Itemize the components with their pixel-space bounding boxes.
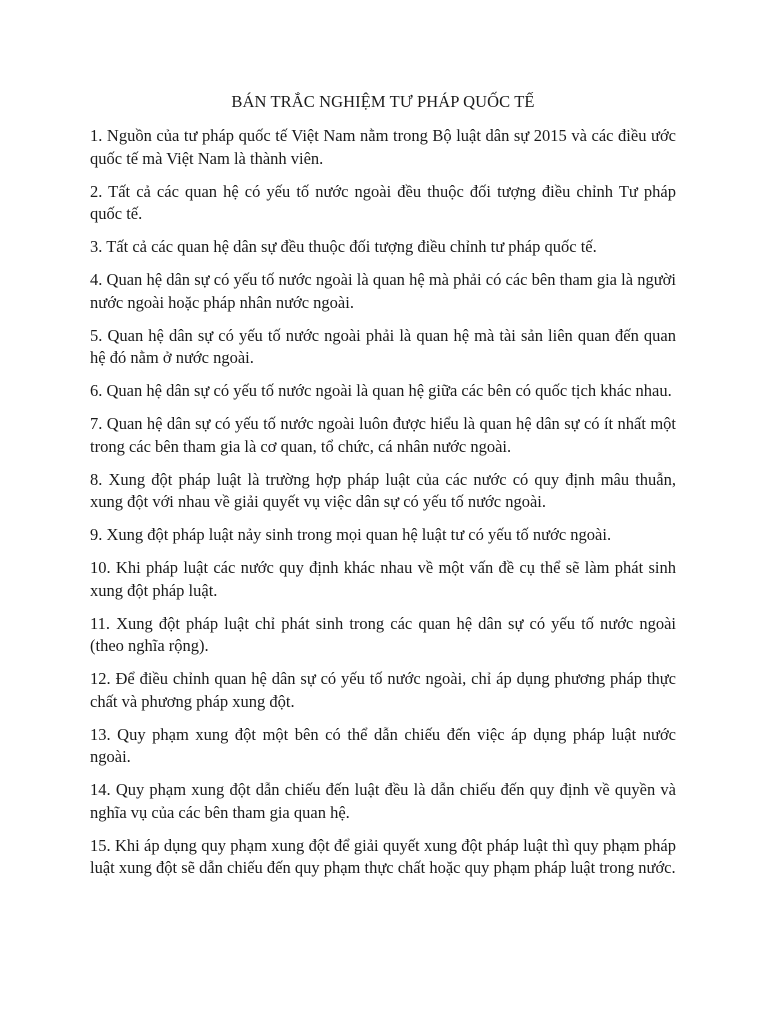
question-item: 7. Quan hệ dân sự có yếu tố nước ngoài luôn được hiểu là quan hệ dân sự có ít nhất một trong các bên tham gia là cơ quan, tổ chức, cá nhân nước ngoài. — [90, 414, 676, 456]
document-title: BÁN TRẮC NGHIỆM TƯ PHÁP QUỐC TẾ — [231, 92, 535, 111]
question-item: 2. Tất cả các quan hệ có yếu tố nước ngoài đều thuộc đối tượng điều chỉnh Tư pháp quốc tế. — [90, 181, 676, 223]
question-item: 11. Xung đột pháp luật chỉ phát sinh trong các quan hệ dân sự có yếu tố nước ngoài (theo nghĩa rộng). — [90, 613, 676, 655]
question-item: 3. Tất cả các quan hệ dân sự đều thuộc đối tượng điều chỉnh tư pháp quốc tế. — [90, 237, 597, 256]
question-item: 6. Quan hệ dân sự có yếu tố nước ngoài là quan hệ giữa các bên có quốc tịch khác nhau. — [90, 381, 672, 400]
question-item: 5. Quan hệ dân sự có yếu tố nước ngoài phải là quan hệ mà tài sản liên quan đến quan hệ đó nằm ở nước ngoài. — [90, 325, 676, 367]
question-item: 1. Nguồn của tư pháp quốc tế Việt Nam nằm trong Bộ luật dân sự 2015 và các điều ước quốc tế mà Việt Nam là thành viên. — [90, 126, 676, 168]
question-item: 4. Quan hệ dân sự có yếu tố nước ngoài là quan hệ mà phải có các bên tham gia là người nước ngoài hoặc pháp nhân nước ngoài. — [90, 270, 676, 312]
question-item: 10. Khi pháp luật các nước quy định khác nhau về một vấn đề cụ thể sẽ làm phát sinh xung đột pháp luật. — [90, 558, 676, 600]
question-item: 8. Xung đột pháp luật là trường hợp pháp luật của các nước có quy định mâu thuẫn, xung đột với nhau về giải quyết vụ việc dân sự có yếu tố nước ngoài. — [90, 469, 676, 511]
question-item: 14. Quy phạm xung đột dẫn chiếu đến luật đều là dẫn chiếu đến quy định về quyền và nghĩa vụ của các bên tham gia quan hệ. — [90, 780, 676, 822]
question-item: 12. Để điều chỉnh quan hệ dân sự có yếu tố nước ngoài, chỉ áp dụng phương pháp thực chất và phương pháp xung đột. — [90, 669, 676, 711]
question-item: 9. Xung đột pháp luật nảy sinh trong mọi quan hệ luật tư có yếu tố nước ngoài. — [90, 525, 612, 544]
question-item: 15. Khi áp dụng quy phạm xung đột để giải quyết xung đột pháp luật thì quy phạm pháp luật xung đột sẽ dẫn chiếu đến quy phạm thực chất hoặc quy phạm pháp luật trong nước. — [90, 835, 676, 877]
question-item: 13. Quy phạm xung đột một bên có thể dẫn chiếu đến việc áp dụng pháp luật nước ngoài. — [90, 724, 676, 766]
